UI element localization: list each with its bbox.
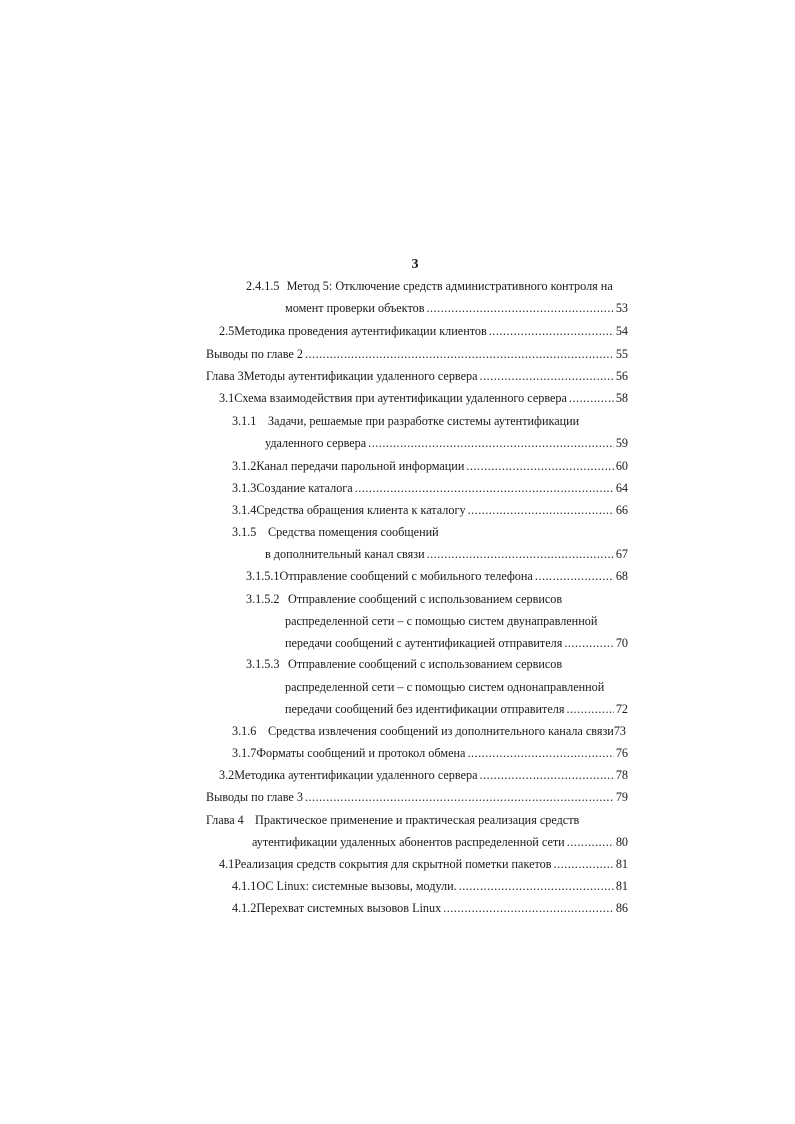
toc-title: Задачи, решаемые при разработке системы аутентификации: [268, 414, 580, 428]
toc-label: 3.1.5: [232, 525, 257, 539]
dot-leader: [567, 832, 614, 852]
toc-entry-3-1-4[interactable]: [232, 500, 628, 520]
toc-label: 3.1.5.2: [246, 592, 280, 606]
toc-page: 58: [615, 391, 628, 405]
toc-title: Методика проведения аутентификации клиентов: [234, 324, 487, 338]
toc-page: 54: [615, 324, 628, 338]
page-number: 3: [411, 257, 419, 272]
toc-label: 3.1.3: [232, 481, 257, 495]
toc-title: аутентификации удаленных абонентов распределенной сети: [252, 835, 565, 849]
dot-leader: [368, 433, 614, 453]
toc-page: 86: [615, 901, 628, 915]
toc-entry-3-1-5[interactable]: [232, 522, 439, 542]
toc-title: Средства обращения клиента к каталогу: [256, 503, 466, 517]
toc-entry-3-1-7[interactable]: [232, 743, 628, 763]
toc-entry-3-1-6[interactable]: [232, 721, 626, 741]
toc-title: Средства извлечения сообщений из дополнительного канала связи: [268, 724, 614, 738]
dot-leader: [569, 388, 614, 408]
dot-leader: [468, 500, 614, 520]
toc-entry-continuation[interactable]: [285, 633, 628, 653]
toc-label: 2.4.1.5: [246, 279, 280, 293]
toc-entry-4-1[interactable]: [219, 854, 628, 874]
toc-page: 81: [615, 879, 628, 893]
toc-title: момент проверки объектов: [285, 301, 425, 315]
toc-title: Перехват системных вызовов Linux: [256, 901, 442, 915]
toc-label: 3.1.5.3: [246, 657, 280, 671]
toc-label: 3.1.2: [232, 459, 257, 473]
toc-entry-conclusions-2[interactable]: [206, 344, 628, 364]
toc-title: распределенной сети – с помощью систем двунаправленной: [285, 614, 598, 628]
toc-entry-chapter-4[interactable]: [206, 810, 579, 830]
toc-entry-2-5[interactable]: [219, 321, 628, 341]
toc-page: 56: [615, 369, 628, 383]
toc-entry-continuation[interactable]: [265, 544, 628, 564]
dot-leader: [427, 544, 614, 564]
toc-page: 67: [615, 547, 628, 561]
toc-label: 3.1.5.1: [246, 569, 280, 583]
toc-entry-continuation[interactable]: [285, 611, 597, 631]
toc-entry-continuation[interactable]: [285, 298, 628, 318]
dot-leader: [479, 765, 613, 785]
toc-page: 81: [615, 857, 628, 871]
toc-title: распределенной сети – с помощью систем однонаправленной: [285, 680, 605, 694]
dot-leader: [535, 566, 614, 586]
toc-label: 3.1.6: [232, 724, 257, 738]
toc-entry-continuation[interactable]: [252, 832, 628, 852]
toc-page: 68: [615, 569, 628, 583]
toc-entry-3-1-5-1[interactable]: [246, 566, 628, 586]
toc-page: 73: [613, 724, 627, 738]
toc-page: 72: [615, 702, 628, 716]
toc-page: 78: [615, 768, 628, 782]
toc-entry-chapter-3[interactable]: [206, 366, 628, 386]
toc-label: 3.2: [219, 768, 235, 782]
dot-leader: [480, 366, 614, 386]
toc-entry-conclusions-3[interactable]: [206, 787, 628, 807]
toc-label: 3.1.4: [232, 503, 257, 517]
dot-leader: [305, 787, 614, 807]
toc-title: Выводы по главе 2: [206, 347, 303, 361]
toc-title: передачи сообщений с аутентификацией отправителя: [285, 636, 563, 650]
toc-title: Схема взаимодействия при аутентификации удаленного сервера: [234, 391, 567, 405]
toc-title: передачи сообщений без идентификации отправителя: [285, 702, 565, 716]
toc-title: ОС Linux: системные вызовы, модули.: [256, 879, 457, 893]
toc-label: 4.1: [219, 857, 235, 871]
toc-entry-4-1-1[interactable]: [232, 876, 628, 896]
toc-title: в дополнительный канал связи: [265, 547, 425, 561]
toc-page: 79: [615, 790, 628, 804]
toc-entry-3-1-3[interactable]: [232, 478, 628, 498]
toc-label: 4.1.2: [232, 901, 257, 915]
toc-page: 60: [615, 459, 628, 473]
toc-entry-4-1-2[interactable]: [232, 898, 628, 918]
toc-page: 64: [615, 481, 628, 495]
toc-label: 4.1.1: [232, 879, 257, 893]
dot-leader: [355, 478, 614, 498]
toc-page: 70: [615, 636, 628, 650]
toc-title: Канал передачи парольной информации: [256, 459, 465, 473]
toc-page: 80: [615, 835, 628, 849]
toc-entry-3-1[interactable]: [219, 388, 628, 408]
toc-label: Глава 3: [206, 369, 244, 383]
toc-title: Отправление сообщений с использованием сервисов: [288, 657, 563, 671]
dot-leader: [467, 743, 613, 763]
toc-title: Форматы сообщений и протокол обмена: [256, 746, 466, 760]
toc-label: 3.1.1: [232, 414, 257, 428]
toc-page: 55: [615, 347, 628, 361]
toc-title: Метод 5: Отключение средств административного контроля на: [286, 279, 613, 293]
toc-title: Практическое применение и практическая реализация средств: [255, 813, 580, 827]
toc-entry-3-1-1[interactable]: [232, 411, 579, 431]
dot-leader: [566, 699, 613, 719]
toc-title: Отправление сообщений с использованием сервисов: [288, 592, 563, 606]
toc-title: Средства помещения сообщений: [268, 525, 439, 539]
dot-leader: [489, 321, 614, 341]
toc-label: 3.1: [219, 391, 235, 405]
toc-title: Выводы по главе 3: [206, 790, 303, 804]
toc-page: 76: [615, 746, 628, 760]
dot-leader: [554, 854, 614, 874]
toc-entry-3-2[interactable]: [219, 765, 628, 785]
toc-page: 53: [615, 301, 628, 315]
toc-entry-continuation[interactable]: [285, 677, 604, 697]
toc-page: 59: [615, 436, 628, 450]
toc-entry-3-1-5-3[interactable]: [246, 654, 562, 674]
toc-title: Отправление сообщений с мобильного телефона: [279, 569, 533, 583]
toc-title: Методы аутентификации удаленного сервера: [243, 369, 478, 383]
toc-entry-3-1-5-2[interactable]: [246, 589, 562, 609]
toc-title: Методика аутентификации удаленного сервера: [234, 768, 478, 782]
dot-leader: [305, 344, 614, 364]
toc-title: Создание каталога: [256, 481, 353, 495]
dot-leader: [466, 456, 613, 476]
toc-title: Реализация средств сокрытия для скрытной пометки пакетов: [234, 857, 552, 871]
toc-title: удаленного сервера: [265, 436, 367, 450]
toc-entry-3-1-2[interactable]: [232, 456, 628, 476]
dot-leader: [443, 898, 614, 918]
dot-leader: [426, 298, 613, 318]
toc-entry-2-4-1-5[interactable]: [246, 276, 613, 296]
toc-page: 66: [615, 503, 628, 517]
dot-leader: [564, 633, 613, 653]
toc-label: 3.1.7: [232, 746, 257, 760]
toc-label: 2.5: [219, 324, 235, 338]
toc-label: Глава 4: [206, 813, 244, 827]
dot-leader: [459, 876, 614, 896]
toc-entry-continuation[interactable]: [285, 699, 628, 719]
toc-entry-continuation[interactable]: [265, 433, 628, 453]
